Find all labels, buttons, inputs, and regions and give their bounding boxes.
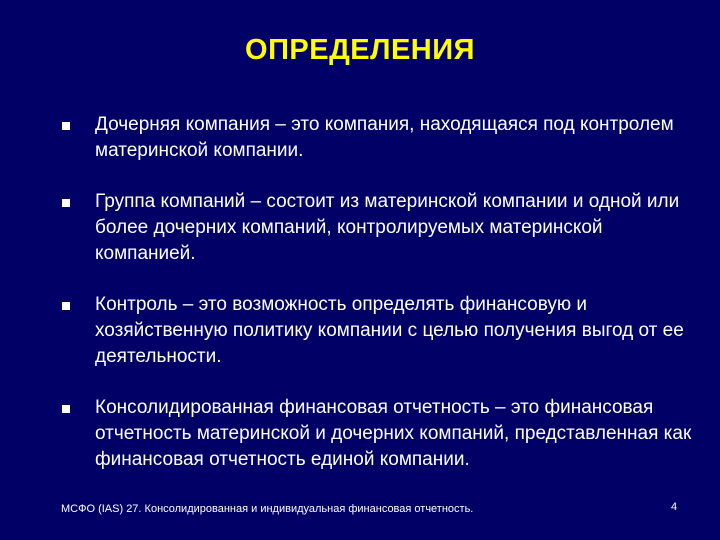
bullet-item bbox=[58, 395, 698, 473]
page-number: 4 bbox=[671, 501, 678, 513]
bullet-list bbox=[58, 112, 698, 498]
slide-footer: МСФО (IAS) 27. Консолидированная и индивидуальная финансовая отчетность. bbox=[61, 503, 474, 515]
bullet-item bbox=[58, 292, 698, 370]
square-bullet-icon bbox=[62, 122, 70, 130]
bullet-text: Группа компаний – состоит из материнской компании и одной или более дочерних компаний, контролируемых материнской компанией. bbox=[95, 191, 680, 264]
slide-title: ОПРЕДЕЛЕНИЯ bbox=[245, 34, 475, 66]
bullet-item bbox=[58, 112, 698, 164]
bullet-item bbox=[58, 189, 698, 267]
bullet-text: Консолидированная финансовая отчетность – это финансовая отчетность материнской и дочерних компаний, представленная как финансовая отчетность единой компании. bbox=[95, 397, 692, 470]
square-bullet-icon bbox=[62, 405, 70, 413]
square-bullet-icon bbox=[62, 199, 70, 207]
bullet-text: Дочерняя компания – это компания, находящаяся под контролем материнской компании. bbox=[95, 114, 674, 161]
square-bullet-icon bbox=[62, 302, 70, 310]
bullet-text: Контроль – это возможность определять финансовую и хозяйственную политику компании с целью получения выгод от ее деятельности. bbox=[95, 294, 684, 367]
